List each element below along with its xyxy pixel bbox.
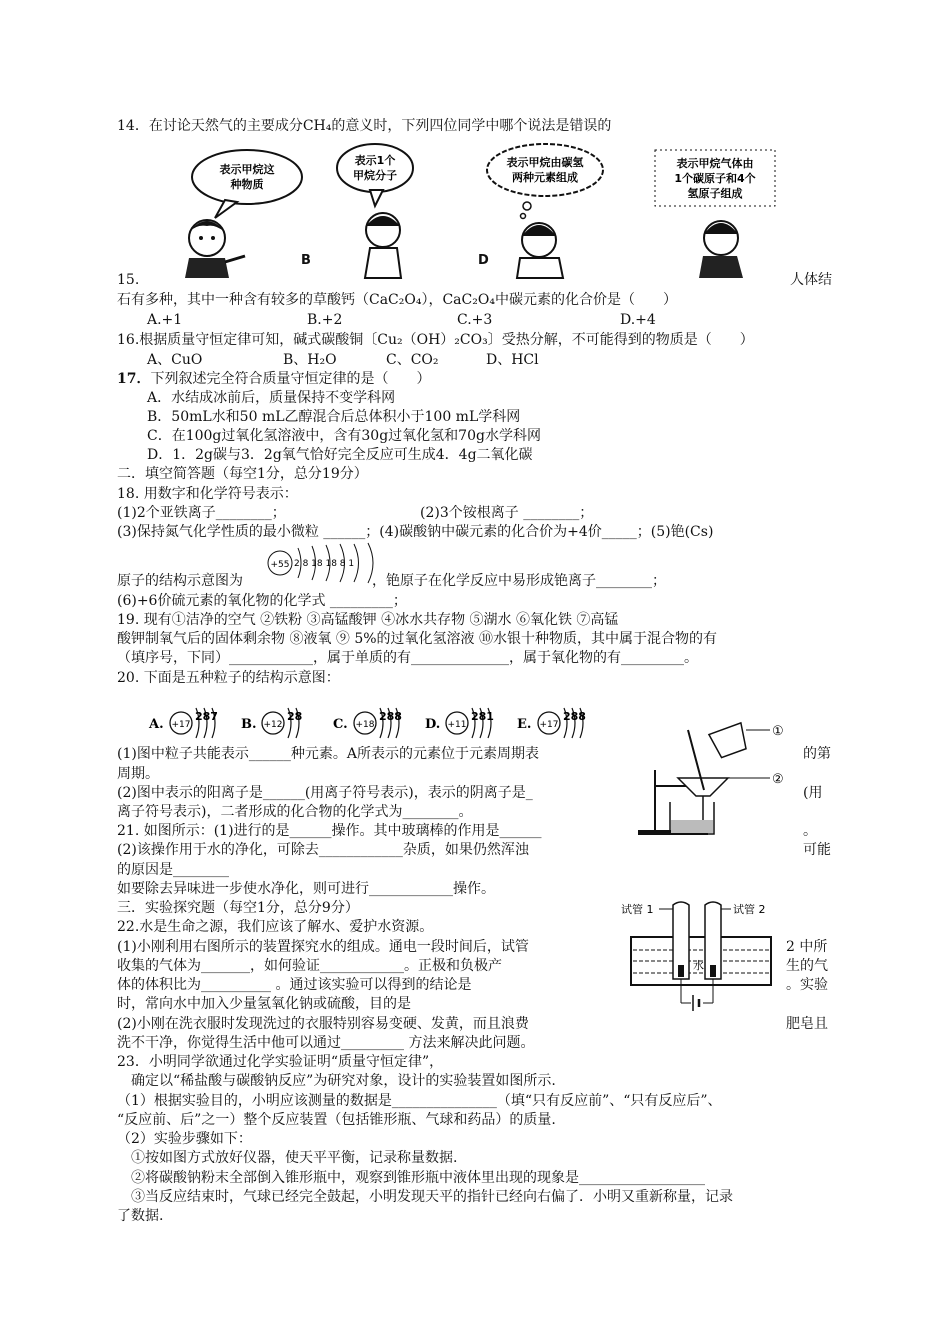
- nucleus-charge: +12: [263, 720, 283, 730]
- q14-cartoon-figure: [175, 140, 875, 280]
- student-b-icon: [365, 213, 401, 278]
- section-2-heading: 二．填空简答题（每空1分，总分19分）: [117, 466, 368, 482]
- q19-line2: 酸钾制氧气后的固体剩余物 ⑧液氧 ⑨ 5%的过氧化氢溶液 ⑩水银十种物质，其中属于混合物的有: [117, 631, 718, 647]
- speech-bubble-3: [487, 144, 603, 219]
- electron-counts: 288: [379, 710, 402, 723]
- q23-line6: ①按如图方式放好仪器，使天平平衡，记录称量数据.: [117, 1150, 458, 1166]
- particle-e: [517, 708, 586, 738]
- electron-counts: 281: [471, 710, 494, 723]
- particle-label: A.: [149, 717, 164, 732]
- svg-text:氢原子组成: 氢原子组成: [687, 187, 743, 200]
- particle-d: [425, 708, 494, 738]
- svg-text:种物质: 种物质: [230, 178, 264, 191]
- cs-shells: 2 8 18 18 8 1: [294, 559, 355, 569]
- q21-line1: 21. 如图所示：(1)进行的是______操作。其中玻璃棒的作用是______: [117, 823, 542, 839]
- particle-label: B.: [241, 717, 257, 732]
- q21-line2-tail: 可能: [803, 842, 831, 858]
- svg-text:表示1个: 表示1个: [354, 154, 396, 167]
- speech-bubble-4: [655, 150, 775, 206]
- nucleus-charge: +11: [447, 720, 467, 730]
- student-a-icon: [185, 220, 245, 278]
- q23-line3: （1）根据实验目的，小明应该测量的数据是_______________（填“只有反应前”、“只有反应后”、: [117, 1093, 722, 1109]
- q16-option-c: C、CO₂: [386, 352, 439, 368]
- q23-line5: （2）实验步骤如下：: [117, 1131, 252, 1147]
- q21-line1-tail: 。: [803, 823, 817, 839]
- q19-line3: （填序号，下同）____________，属于单质的有______________，属于氧化物的有_________。: [117, 650, 698, 666]
- q18-item6: (6)+6价硫元素的氧化物的化学式 _________；: [117, 593, 407, 609]
- q22-line6: (2)小刚在洗衣服时发现洗过的衣服特别容易变硬、发黄，而且浪费: [117, 1016, 529, 1032]
- q18-item5-cont: ，铯原子在化学反应中易形成铯离子________；: [372, 573, 666, 589]
- particle-label: D.: [425, 717, 441, 732]
- q22-line3: 收集的气体为_______，如何验证____________。正极和负极产: [117, 958, 502, 974]
- q18-item2: (2)3个铵根离子 ________；: [420, 505, 594, 521]
- q15-option-c: C.+3: [457, 312, 493, 328]
- marker-1: ①: [772, 724, 784, 739]
- q21-line2: (2)该操作用于水的净化，可除去____________杂质，如果仍然浑浊: [117, 842, 529, 858]
- q17-number: 17．: [117, 371, 151, 387]
- q18-stem: 18. 用数字和化学符号表示：: [117, 486, 298, 502]
- q22-line4: 体的体积比为__________ 。通过该实验可以得到的结论是: [117, 977, 472, 993]
- electrolysis-apparatus-figure: [615, 895, 785, 1015]
- particle-b: [241, 708, 302, 738]
- water-label: 水: [693, 959, 704, 972]
- q22-line2: (1)小刚利用右图所示的装置探究水的组成。通电一段时间后，试管: [117, 939, 529, 955]
- q23-line7: ②将碳酸钠粉末全部倒入锥形瓶中，观察到锥形瓶中液体里出现的现象是__________________: [117, 1170, 705, 1186]
- svg-text:表示甲烷由碳氢: 表示甲烷由碳氢: [506, 156, 584, 169]
- q20-line2: (2)图中表示的阳离子是______(用离子符号表示)，表示的阴离子是_: [117, 785, 533, 801]
- q16-option-d: D、HCl: [486, 352, 539, 368]
- q19-line1: 19. 现有①洁净的空气 ②铁粉 ③高锰酸钾 ④冰水共存物 ⑤湖水 ⑥氧化铁 ⑦高锰: [117, 612, 619, 628]
- q20-particle-diagrams: [145, 700, 605, 746]
- nucleus-charge: +17: [171, 720, 191, 730]
- q16-option-b: B、H₂O: [283, 352, 337, 368]
- cesium-atom-diagram: [262, 542, 382, 584]
- nucleus-charge: +18: [355, 720, 375, 730]
- q15-option-b: B.+2: [307, 312, 343, 328]
- electron-counts: 288: [563, 710, 586, 723]
- student-c-icon: [517, 223, 563, 278]
- q17-option-b: B．50mL水和50 mL乙醇混合后总体积小于100 mL学科网: [147, 409, 521, 425]
- q21-line3: 的原因是________: [117, 862, 229, 878]
- particle-label: C.: [333, 717, 348, 732]
- q16-stem: 16.根据质量守恒定律可知，碱式碳酸铜〔Cu₂（OH）₂CO₃〕受热分解，不可能得到的物质是（ ）: [117, 332, 754, 348]
- tube-2-label: 试管 2: [733, 903, 766, 916]
- q23-line2: 确定以“稀盐酸与碳酸钠反应”为研究对象，设计的实验装置如图所示.: [117, 1073, 556, 1089]
- q23-line4: “反应前、后”之一）整个反应装置（包括锥形瓶、气球和药品）的质量.: [117, 1112, 556, 1128]
- student-d-icon: [699, 221, 743, 278]
- q17-option-d: D．1．2g碳与3．2g氧气恰好完全反应可生成4．4g二氧化碳: [147, 447, 533, 463]
- marker-2: ②: [772, 772, 784, 787]
- q23-line9: 了数据.: [117, 1208, 164, 1224]
- q17-option-a: A．水结成冰前后，质量保持不变学科网: [147, 390, 396, 406]
- q23-line1: 23．小明同学欲通过化学实验证明“质量守恒定律”，: [117, 1054, 444, 1070]
- q22-line7: 洗不干净，你觉得生活中他可以通过_________ 方法来解决此问题。: [117, 1035, 535, 1051]
- electron-counts: 287: [195, 710, 218, 723]
- electron-counts: 28: [287, 710, 303, 723]
- q21-line4: 如要除去异味进一步使水净化，则可进行____________操作。: [117, 881, 495, 897]
- label-b: B: [301, 253, 311, 268]
- q14-stem: 14．在讨论天然气的主要成分CH₄的意义时，下列四位同学中哪个说法是错误的: [117, 118, 612, 134]
- svg-text:两种元素组成: 两种元素组成: [512, 171, 578, 184]
- q20-line1-tail: 的第: [803, 746, 831, 762]
- q22-line5: 时，常向水中加入少量氢氧化钠或硫酸，目的是: [117, 996, 411, 1012]
- speech-bubble-2: [337, 144, 413, 206]
- svg-text:甲烷分子: 甲烷分子: [353, 169, 397, 182]
- q15-option-d: D.+4: [620, 312, 656, 328]
- q20-line3: 离子符号表示)，二者形成的化合物的化学式为________。: [117, 804, 473, 820]
- q20-stem: 20. 下面是五种粒子的结构示意图：: [117, 670, 340, 686]
- particle-a: [148, 708, 218, 738]
- q15-number: 15.: [117, 272, 140, 288]
- q22-line2-tail: 2 中所: [786, 939, 828, 955]
- q22-line4-tail: 。实验: [786, 977, 828, 993]
- q22-line1: 22.水是生命之源，我们应该了解水、爱护水资源。: [117, 919, 434, 935]
- q20-line1: (1)图中粒子共能表示______种元素。A所表示的元素位于元素周期表: [117, 746, 539, 762]
- svg-text:1个碳原子和4个: 1个碳原子和4个: [674, 172, 756, 185]
- q23-line8: ③当反应结束时，气球已经完全鼓起，小明发现天平的指针已经向右偏了．小明又重新称量，记录: [117, 1189, 733, 1205]
- q20-line2-tail: (用: [803, 785, 823, 801]
- q15-option-a: A.+1: [147, 312, 183, 328]
- q18-item3-5: (3)保持氮气化学性质的最小微粒 ______；(4)碳酸钠中碳元素的化合价为+4价_____；(5)铯(Cs): [117, 524, 714, 540]
- q16-option-a: A、CuO: [147, 352, 203, 368]
- q22-line6-tail: 肥皂且: [786, 1016, 828, 1032]
- cs-nucleus: +55: [270, 560, 290, 570]
- q17-option-c: C．在100g过氧化氢溶液中，含有30g过氧化氢和70g水学科网: [147, 428, 541, 444]
- tube-1-label: 试管 1: [621, 903, 654, 916]
- svg-text:表示甲烷这: 表示甲烷这: [219, 163, 275, 176]
- q18-item1: (1)2个亚铁离子________；: [117, 505, 286, 521]
- label-d: D: [478, 253, 489, 268]
- svg-text:表示甲烷气体由: 表示甲烷气体由: [676, 157, 754, 170]
- particle-label: E.: [517, 717, 532, 732]
- q17-stem: [117, 369, 430, 389]
- filtration-apparatus-figure: [630, 720, 823, 840]
- q15-tail: 人体结: [790, 272, 832, 288]
- q18-item5-lead: 原子的结构示意图为: [117, 573, 243, 589]
- particle-c: [333, 708, 402, 738]
- section-3-heading: 三．实验探究题（每空1分，总分9分）: [117, 900, 359, 916]
- q17-text: 下列叙述完全符合质量守恒定律的是（ ）: [150, 371, 431, 387]
- speech-bubble-1: [192, 150, 302, 218]
- q15-line2: 石有多种，其中一种含有较多的草酸钙（CaC₂O₄），CaC₂O₄中碳元素的化合价是（ ）: [117, 292, 677, 308]
- q20-line1b: 周期。: [117, 766, 159, 782]
- nucleus-charge: +17: [539, 720, 559, 730]
- q22-line3-tail: 生的气: [786, 958, 828, 974]
